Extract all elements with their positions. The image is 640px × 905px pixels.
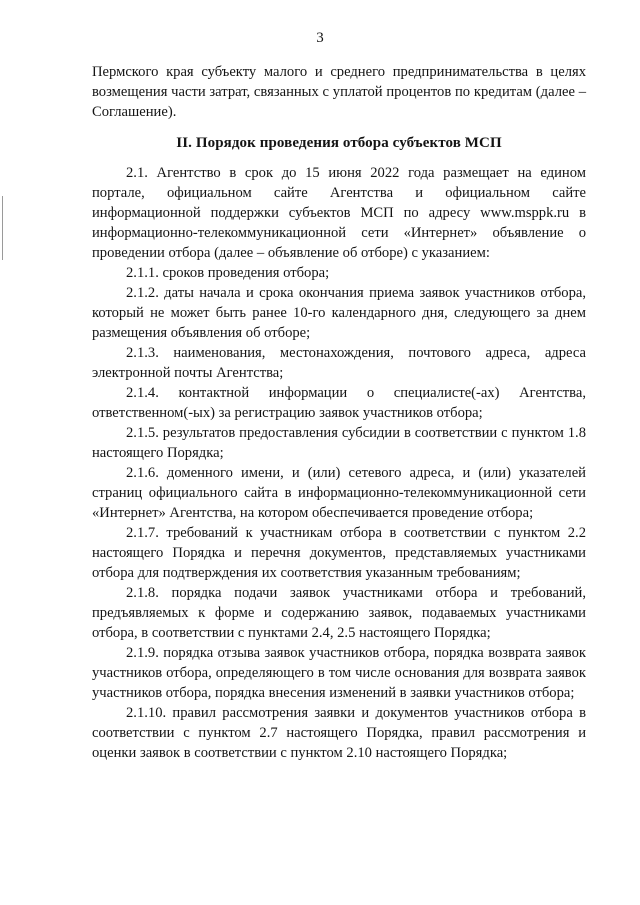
paragraph-2-1-1: 2.1.1. сроков проведения отбора; xyxy=(126,265,330,281)
page-number: 3 xyxy=(316,30,324,46)
paragraph-2-1: 2.1. Агентство в срок до 15 июня 2022 года размещает на едином портале, официальном сайте Агентства и официальном сайте информационной поддержки субъектов МСП по адресу www.msppk.ru в информационно-телекоммуникационной сети «Интернет» объявление о проведении отбора (далее – объявление об отборе) с указанием: xyxy=(92,165,586,261)
paragraph-2-1-6: 2.1.6. доменного имени, и (или) сетевого адреса, и (или) указателей страниц официального сайта в информационно-телекоммуникационной сети «Интернет» Агентства, на котором обеспечивается проведение отбора; xyxy=(92,465,586,521)
paragraph-2-1-3: 2.1.3. наименования, местонахождения, почтового адреса, адреса электронной почты Агентства; xyxy=(92,345,586,381)
document-body xyxy=(92,62,586,763)
paragraph-2-1-4: 2.1.4. контактной информации о специалисте(-ах) Агентства, ответственном(-ых) за регистрацию заявок участников отбора; xyxy=(92,385,586,421)
paragraph-2-1-9: 2.1.9. порядка отзыва заявок участников отбора, порядка возврата заявок участников отбора, определяющего в том числе основания для возврата заявок участников отбора, порядка внесения изменений в заявки участников отбора; xyxy=(92,645,586,701)
scan-edge-mark xyxy=(2,196,3,260)
paragraph-2-1-5: 2.1.5. результатов предоставления субсидии в соответствии с пунктом 1.8 настоящего Порядка; xyxy=(92,425,586,461)
intro-paragraph: Пермского края субъекту малого и среднего предпринимательства в целях возмещения части затрат, связанных с уплатой процентов по кредитам (далее – Соглашение). xyxy=(92,64,586,120)
paragraph-2-1-2: 2.1.2. даты начала и срока окончания приема заявок участников отбора, который не может быть ранее 10-го календарного дня, следующего за днем размещения объявления об отборе; xyxy=(92,285,586,341)
paragraph-2-1-8: 2.1.8. порядка подачи заявок участниками отбора и требований, предъявляемых к форме и содержанию заявок, подаваемых участниками отбора, в соответствии с пунктами 2.4, 2.5 настоящего Порядка; xyxy=(92,585,586,641)
paragraph-2-1-10: 2.1.10. правил рассмотрения заявки и документов участников отбора в соответствии с пунктом 2.7 настоящего Порядка, правил рассмотрения и оценки заявок в соответствии с пунктом 2.10 настоящего Порядка; xyxy=(92,705,586,761)
paragraph-2-1-7: 2.1.7. требований к участникам отбора в соответствии с пунктом 2.2 настоящего Порядка и перечня документов, представляемых участниками отбора для подтверждения их соответствия указанным требованиям; xyxy=(92,525,586,581)
section-heading: II. Порядок проведения отбора субъектов МСП xyxy=(176,135,502,151)
